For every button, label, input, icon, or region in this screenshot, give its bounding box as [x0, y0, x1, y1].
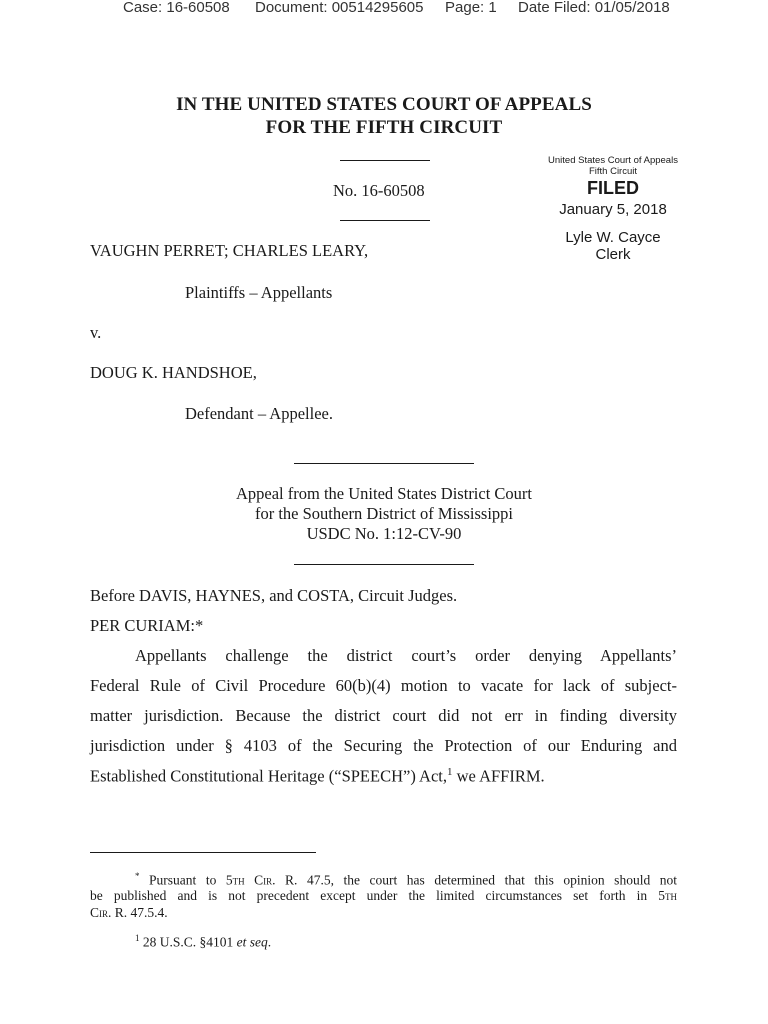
footnote-star-marker: *	[135, 871, 140, 881]
header-document-number: Document: 00514295605	[255, 0, 424, 16]
opinion-body-line-5	[90, 766, 677, 787]
court-title-line-2: FOR THE FIFTH CIRCUIT	[265, 117, 503, 138]
footnote-1-text: 28 U.S.C. §4101	[139, 934, 237, 950]
opinion-holding: we AFFIRM.	[452, 766, 545, 786]
appeal-rule-bottom	[294, 564, 474, 565]
appeal-line-1: Appeal from the United States District Court	[235, 484, 533, 503]
appeal-rule-top	[294, 463, 474, 464]
footnote-separator	[90, 852, 316, 853]
versus-marker: v.	[90, 323, 102, 342]
footnote-1-italic: et seq	[236, 934, 268, 950]
footnote-star-text-c: be published and is not precedent except under the limited circumstances set forth in	[90, 888, 659, 903]
footnote-star-rule-citation: 5th Cir. R. 47.5	[225, 872, 331, 888]
stamp-circuit: Fifth Circuit	[588, 166, 638, 177]
footnote-1-reference[interactable]: 1	[446, 766, 453, 778]
case-number-rule-bottom	[340, 220, 430, 221]
panel-judges: Before DAVIS, HAYNES, and COSTA, Circuit Judges.	[90, 586, 458, 605]
case-number-rule-top	[340, 160, 430, 161]
opinion-body-line-2: Federal Rule of Civil Procedure 60(b)(4) motion to vacate for lack of subject-	[90, 676, 677, 695]
opinion-body-line-3: matter jurisdiction. Because the district court did not err in finding diversity	[90, 706, 677, 725]
stamp-court-name: United States Court of Appeals	[548, 155, 678, 166]
footnote-1	[135, 933, 677, 951]
plaintiffs-role: Plaintiffs – Appellants	[185, 283, 333, 302]
court-title-line-1: IN THE UNITED STATES COURT OF APPEALS	[176, 94, 592, 115]
plaintiffs-names: VAUGHN PERRET; CHARLES LEARY,	[90, 241, 369, 260]
stamp-clerk-name: Lyle W. Cayce	[565, 229, 661, 246]
header-page-number: Page: 1	[445, 0, 497, 16]
document-header-bar	[0, 0, 768, 22]
footnote-star-line-3	[90, 905, 677, 921]
opinion-body-line-1: Appellants challenge the district court’s order denying Appellants’	[135, 646, 677, 665]
footnote-1-marker: 1	[135, 933, 140, 943]
stamp-filed-label: FILED	[587, 178, 639, 198]
defendant-name: DOUG K. HANDSHOE,	[90, 363, 257, 382]
stamp-filed-date: January 5, 2018	[559, 201, 667, 218]
footnote-star-line-1	[135, 871, 677, 889]
case-number: No. 16-60508	[333, 181, 425, 200]
footnote-star-rule-citation-2b: Cir. R. 47.5.4	[90, 905, 165, 920]
header-case-number: Case: 16-60508	[123, 0, 230, 16]
per-curiam-heading: PER CURIAM:*	[90, 616, 204, 635]
footnote-star-line-2	[90, 888, 677, 904]
footnote-1-end: .	[267, 934, 272, 950]
header-date-filed: Date Filed: 01/05/2018	[518, 0, 670, 16]
footnote-star-text-a: Pursuant to	[139, 872, 226, 888]
footnote-star-rule-citation-2a: 5th	[658, 888, 677, 903]
footnote-star-text-d: .	[164, 905, 168, 920]
appeal-line-2: for the Southern District of Mississippi	[254, 504, 514, 523]
defendant-role: Defendant – Appellee.	[185, 404, 333, 423]
stamp-clerk-title: Clerk	[595, 246, 631, 263]
appeal-line-3: USDC No. 1:12-CV-90	[306, 524, 462, 543]
opinion-body-line-4: jurisdiction under § 4103 of the Securing the Protection of our Enduring and	[90, 736, 677, 755]
footnote-star-text-b: , the court has determined that this opinion should not	[330, 872, 677, 888]
opinion-body-line-5-text: Established Constitutional Heritage (“SPEECH”) Act,	[90, 766, 447, 786]
